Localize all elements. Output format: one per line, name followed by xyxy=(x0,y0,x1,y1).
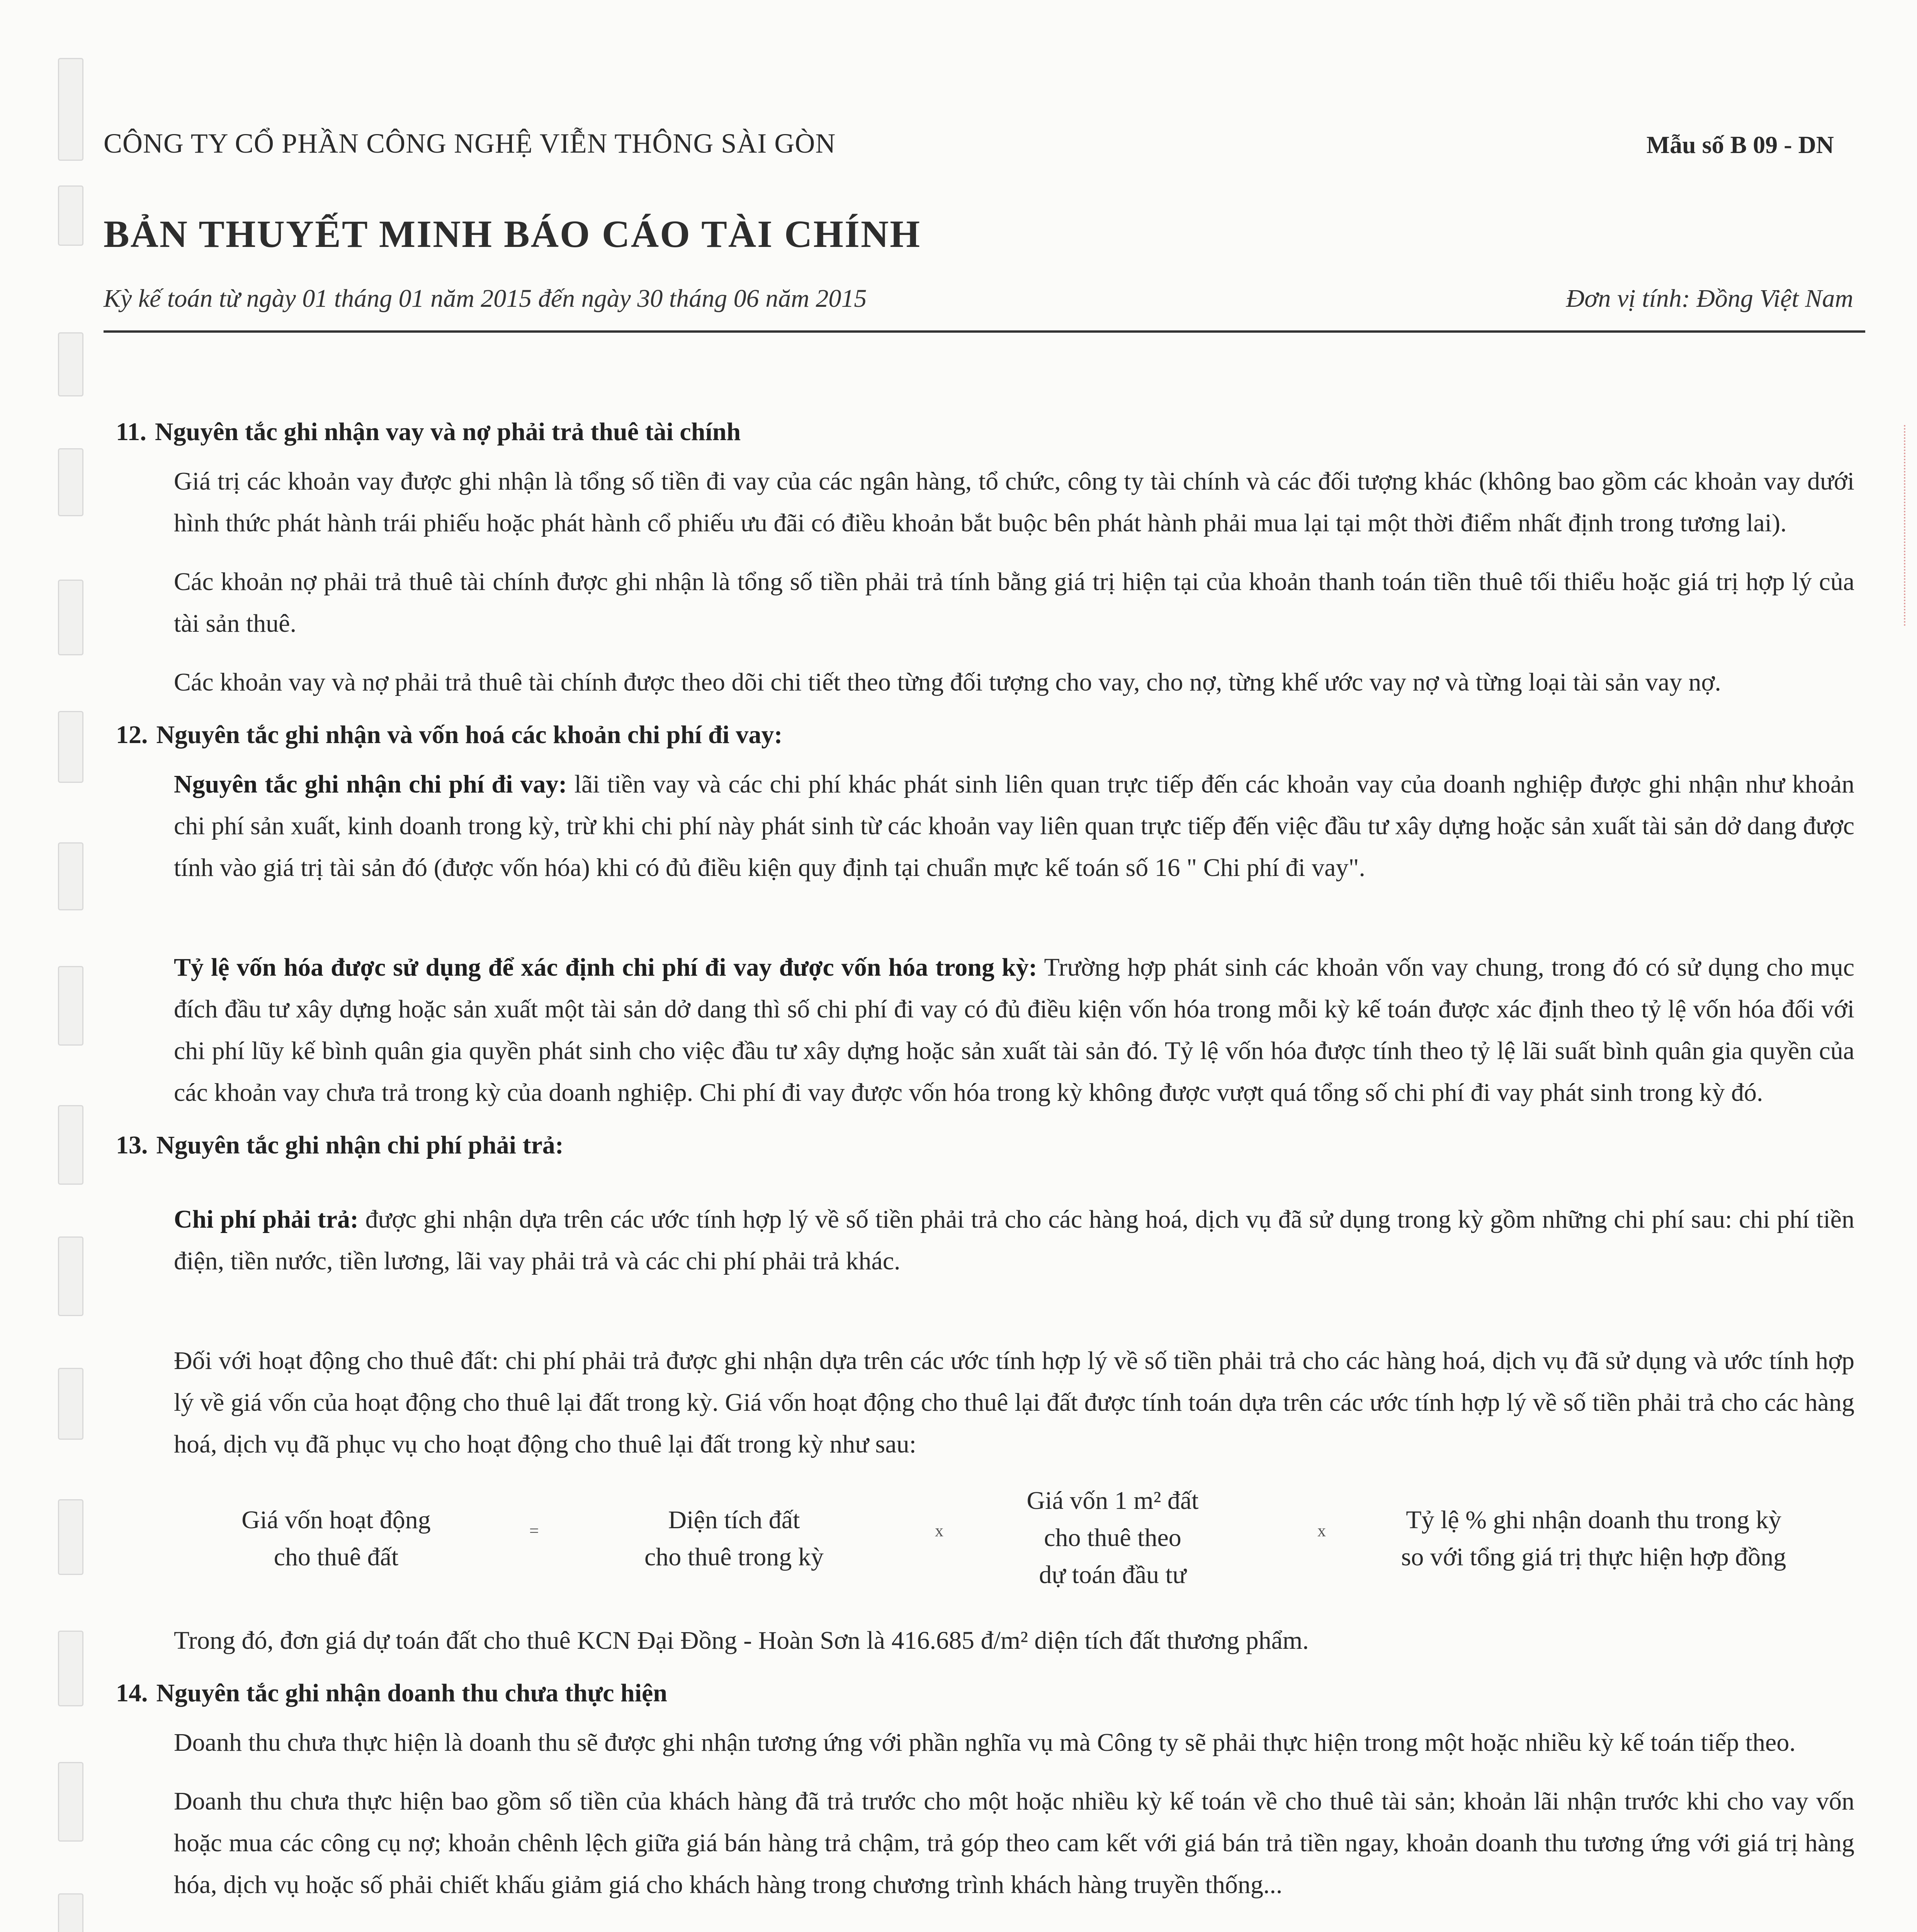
section-title: Nguyên tắc ghi nhận vay và nợ phải trả thuê tài chính xyxy=(155,418,741,446)
binder-hole xyxy=(58,1236,83,1316)
binder-hole xyxy=(58,966,83,1046)
section-number: 13. xyxy=(116,1131,148,1159)
section-title: Nguyên tắc ghi nhận doanh thu chưa thực hiện xyxy=(156,1679,668,1707)
formula-text: Giá vốn 1 m² đất xyxy=(1026,1486,1199,1515)
paragraph-text: lãi tiền vay và các chi phí khác phát sinh liên quan trực tiếp đến các khoản vay của doanh nghiệp được ghi nhận như khoản chi phí sản xuất, kinh doanh trong kỳ, trừ khi chi phí này phát sinh từ các khoản vay liên quan trực tiếp đến việc đầu tư xây dựng hoặc sản xuất tài sản dở dang được tính vào giá trị tài sản đó (được vốn hóa) khi có đủ điều kiện quy định tại chuẩn mực kế toán số 16 " Chi phí đi vay". xyxy=(174,770,1854,882)
section-12 xyxy=(116,720,1854,1114)
paragraph-lead: Tỷ lệ vốn hóa được sử dụng để xác định chi phí đi vay được vốn hóa trong kỳ: xyxy=(174,953,1037,981)
formula-term-cost xyxy=(197,1502,475,1576)
paragraph: Các khoản nợ phải trả thuê tài chính được ghi nhận là tổng số tiền phải trả tính bằng giá trị hiện tại của khoản thanh toán tiền thuê tối thiểu hoặc giá trị hợp lý của tài sản thuê. xyxy=(174,568,1854,638)
formula-text: cho thuê trong kỳ xyxy=(644,1543,824,1571)
formula-term-area xyxy=(595,1502,873,1576)
document-title: BẢN THUYẾT MINH BÁO CÁO TÀI CHÍNH xyxy=(104,213,921,255)
paragraph xyxy=(174,764,1854,889)
section-heading xyxy=(116,720,1854,750)
formula-text: Tỷ lệ % ghi nhận doanh thu trong kỳ xyxy=(1406,1506,1781,1534)
formula-text: Giá vốn hoạt động xyxy=(241,1506,431,1534)
section-heading xyxy=(116,417,1854,447)
formula-term-unit-cost xyxy=(985,1482,1240,1594)
reporting-period: Kỳ kế toán từ ngày 01 tháng 01 năm 2015 đến ngày 30 tháng 06 năm 2015 xyxy=(104,284,867,313)
section-11 xyxy=(116,417,1854,703)
binder-hole xyxy=(58,711,83,783)
paragraph xyxy=(174,947,1854,1114)
binder-hole xyxy=(58,1631,83,1706)
formula-term-revenue-ratio xyxy=(1352,1502,1835,1576)
section-heading xyxy=(116,1679,1854,1708)
notes-content xyxy=(116,417,1854,1923)
paragraph: Giá trị các khoản vay được ghi nhận là tổng số tiền đi vay của các ngân hàng, tổ chức, công ty tài chính và các đối tượng khác (không bao gồm các khoản vay dưới hình thức phát hành trái phiếu hoặc phát hành cổ phiếu ưu đãi có điều khoản bắt buộc bên phát hành phải mua lại tại một thời điểm nhất định trong tương lai). xyxy=(174,467,1854,537)
binder-hole xyxy=(58,448,83,516)
paragraph: Đối với hoạt động cho thuê đất: chi phí phải trả được ghi nhận dựa trên các ước tính hợp lý về số tiền phải trả cho các hàng hoá, dịch vụ đã sử dụng và ước tính hợp lý về giá vốn của hoạt động cho thuê lại đất trong kỳ. Giá vốn hoạt động cho thuê lại đất được tính toán dựa trên các ước tính hợp lý về số tiền phải trả cho các hàng hoá, dịch vụ đã phục vụ cho hoạt động cho thuê lại đất trong kỳ như sau: xyxy=(174,1347,1854,1458)
paragraph-lead: Nguyên tắc ghi nhận chi phí đi vay: xyxy=(174,770,567,798)
paragraph: Doanh thu chưa thực hiện là doanh thu sẽ được ghi nhận tương ứng với phần nghĩa vụ mà Công ty sẽ phải thực hiện trong một hoặc nhiều kỳ kế toán tiếp theo. xyxy=(174,1728,1796,1757)
binder-hole xyxy=(58,1105,83,1185)
cost-formula xyxy=(174,1482,1835,1598)
binder-hole xyxy=(58,580,83,655)
paragraph-lead: Chi phí phải trả: xyxy=(174,1205,359,1233)
section-number: 12. xyxy=(116,721,148,749)
paragraph: Các khoản vay và nợ phải trả thuê tài chính được theo dõi chi tiết theo từng đối tượng cho vay, cho nợ, từng khế ước vay nợ và từng loại tài sản vay nợ. xyxy=(174,668,1721,696)
section-14 xyxy=(116,1679,1854,1906)
equals-sign: = xyxy=(529,1521,539,1540)
multiply-sign: x xyxy=(1317,1521,1326,1540)
section-number: 14. xyxy=(116,1679,148,1707)
section-title: Nguyên tắc ghi nhận chi phí phải trả: xyxy=(156,1131,564,1159)
paragraph-text: Trường hợp phát sinh các khoản vốn vay chung, trong đó có sử dụng cho mục đích đầu tư xây dựng hoặc sản xuất một tài sản dở dang thì số chi phí đi vay có đủ điều kiện vốn hóa trong mỗi kỳ kế toán được xác định theo tỷ lệ vốn hóa đối với chi phí lũy kế bình quân gia quyền phát sinh cho việc đầu tư xây dựng hoặc sản xuất tài sản đó. Tỷ lệ vốn hóa được tính theo tỷ lệ lãi suất bình quân gia quyền của các khoản vay chưa trả trong kỳ của doanh nghiệp. Chi phí đi vay được vốn hóa trong kỳ không được vượt quá tổng số chi phí đi vay phát sinh trong kỳ đó. xyxy=(174,953,1854,1107)
section-number: 11. xyxy=(116,418,146,446)
binder-hole xyxy=(58,332,83,396)
section-13 xyxy=(116,1131,1854,1662)
paragraph-text: được ghi nhận dựa trên các ước tính hợp lý về số tiền phải trả cho các hàng hoá, dịch vụ đã sử dụng trong kỳ gồm những chi phí sau: chi phí tiền điện, tiền nước, tiền lương, lãi vay phải trả và các chi phí phải trả khác. xyxy=(174,1205,1854,1275)
formula-text: dự toán đầu tư xyxy=(1039,1561,1186,1589)
scan-edge-marks xyxy=(1901,425,1905,626)
formula-text: cho thuê theo xyxy=(1044,1524,1181,1552)
section-heading xyxy=(116,1131,1854,1160)
binder-hole xyxy=(58,1368,83,1440)
form-code: Mẫu số B 09 - DN xyxy=(1646,131,1834,158)
multiply-sign: x xyxy=(935,1521,943,1540)
binder-hole-marks xyxy=(58,0,85,1932)
formula-text: Diện tích đất xyxy=(668,1506,800,1534)
paragraph: Trong đó, đơn giá dự toán đất cho thuê KCN Đại Đồng - Hoàn Sơn là 416.685 đ/m² diện tích đất thương phẩm. xyxy=(174,1626,1309,1655)
company-name: CÔNG TY CỔ PHẦN CÔNG NGHỆ VIỄN THÔNG SÀI GÒN xyxy=(104,128,836,159)
binder-hole xyxy=(58,185,83,246)
formula-text: cho thuê đất xyxy=(274,1543,399,1571)
binder-hole xyxy=(58,1499,83,1575)
paragraph xyxy=(174,1199,1854,1282)
currency-unit: Đơn vị tính: Đồng Việt Nam xyxy=(1566,284,1853,313)
section-title: Nguyên tắc ghi nhận và vốn hoá các khoản chi phí đi vay: xyxy=(156,721,783,749)
paragraph: Doanh thu chưa thực hiện bao gồm số tiền của khách hàng đã trả trước cho một hoặc nhiều kỳ kế toán về cho thuê tài sản; khoản lãi nhận trước khi cho vay vốn hoặc mua các công cụ nợ; khoản chênh lệch giữa giá bán hàng trả chậm, trả góp theo cam kết với giá bán trả tiền ngay, khoản doanh thu tương ứng với giá trị hàng hóa, dịch vụ hoặc số phải chiết khấu giảm giá cho khách hàng trong chương trình khách hàng truyền thống... xyxy=(174,1787,1854,1899)
binder-hole xyxy=(58,58,83,161)
binder-hole xyxy=(58,842,83,910)
header-divider xyxy=(104,330,1865,333)
binder-hole xyxy=(58,1762,83,1842)
formula-text: so với tổng giá trị thực hiện hợp đồng xyxy=(1401,1543,1786,1571)
binder-hole xyxy=(58,1893,83,1932)
